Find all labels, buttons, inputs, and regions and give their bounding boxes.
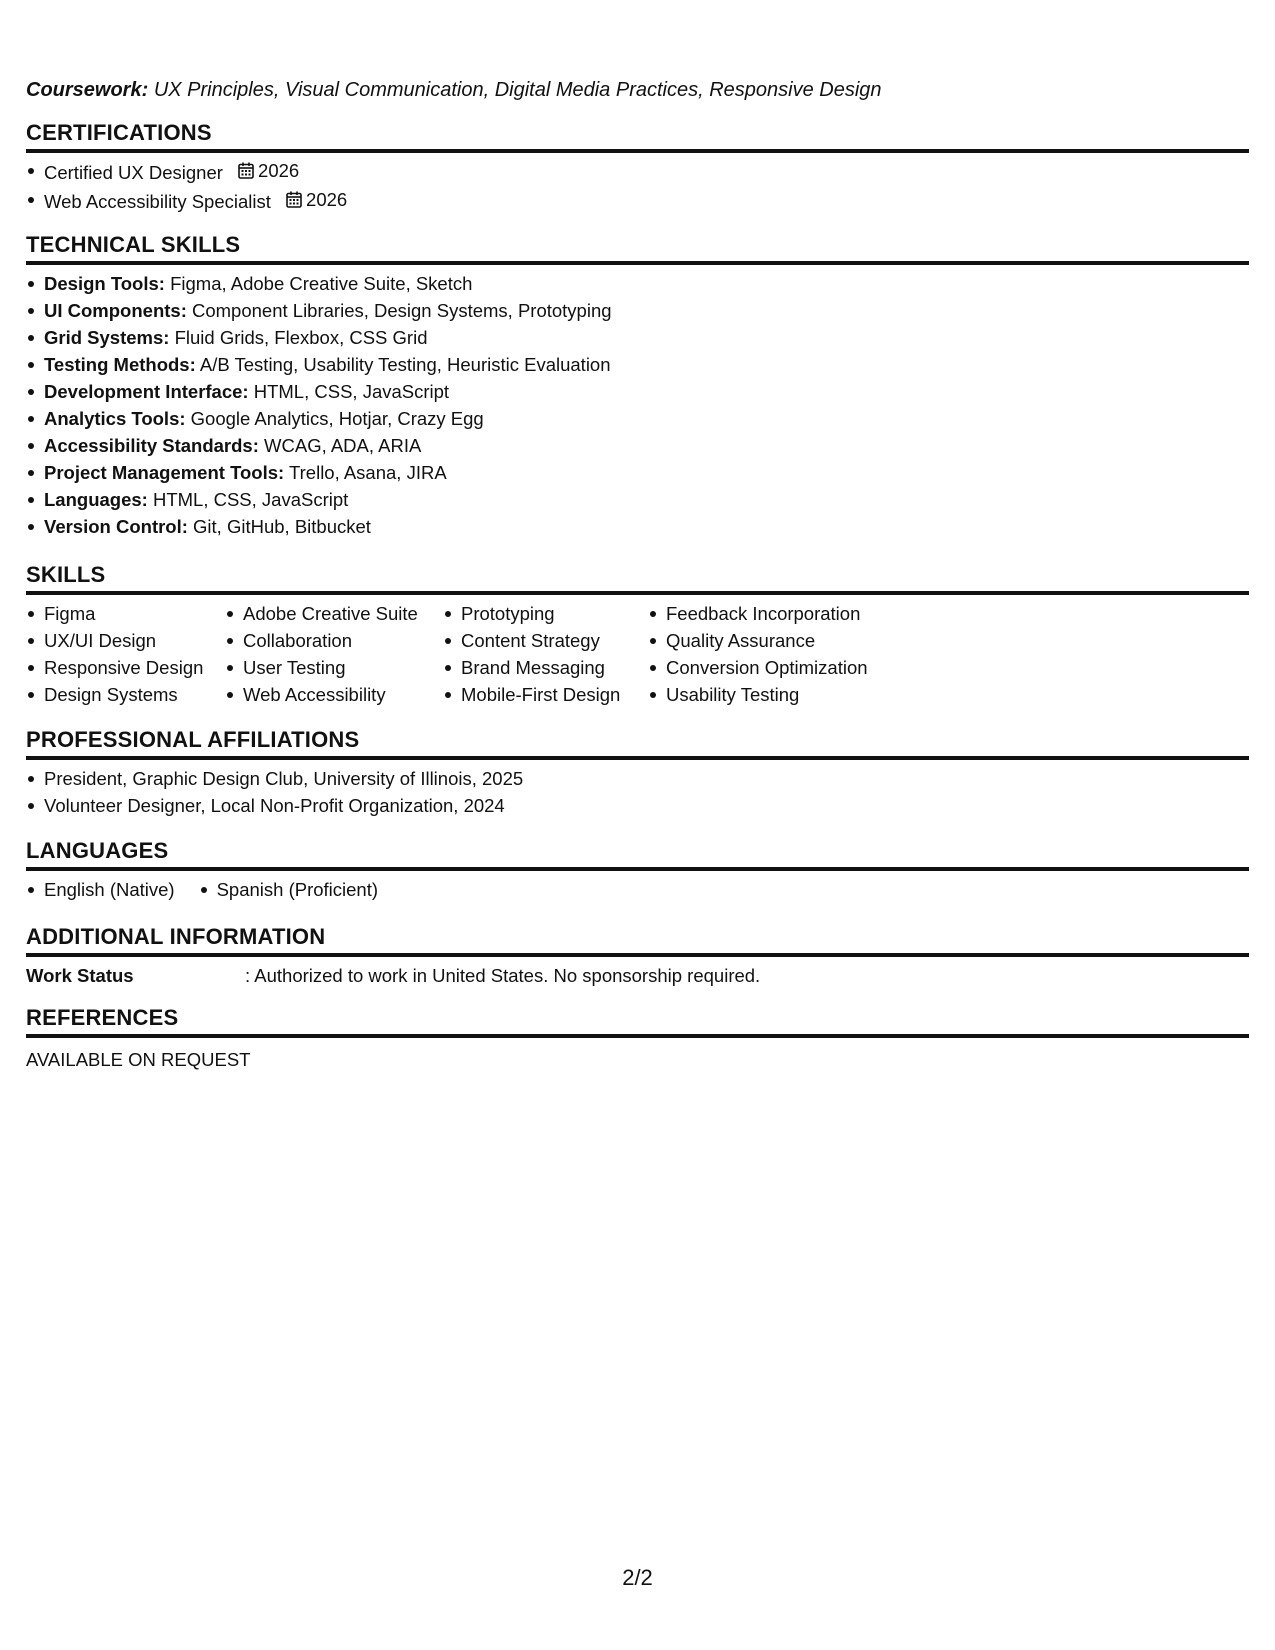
coursework-text: UX Principles, Visual Communication, Digital Media Practices, Responsive Design	[153, 79, 882, 101]
coursework-label: Coursework:	[26, 79, 149, 101]
skills-heading: SKILLS	[26, 562, 1249, 595]
technical-skill-label: Languages:	[44, 489, 148, 510]
skill-item: Design Systems	[44, 681, 225, 708]
language-item: Spanish (Proficient)	[199, 876, 378, 903]
skill-item: Prototyping	[461, 600, 648, 627]
technical-skill-label: Analytics Tools:	[44, 408, 186, 429]
skills-column	[648, 600, 926, 708]
calendar-icon	[286, 191, 302, 208]
skill-item: Content Strategy	[461, 627, 648, 654]
certification-name: Certified UX Designer	[44, 162, 223, 183]
skill-item: Collaboration	[243, 627, 443, 654]
skill-item: Feedback Incorporation	[666, 600, 926, 627]
skills-column	[225, 600, 443, 708]
technical-skills-list	[26, 270, 612, 540]
skill-item: Mobile-First Design	[461, 681, 648, 708]
technical-skill-value: A/B Testing, Usability Testing, Heuristic Evaluation	[199, 354, 611, 375]
technical-skill-item	[44, 459, 612, 486]
coursework-line	[26, 77, 882, 103]
technical-skill-item	[44, 432, 612, 459]
technical-skill-item	[44, 324, 612, 351]
technical-skill-value: Component Libraries, Design Systems, Prototyping	[192, 300, 612, 321]
references-text: AVAILABLE ON REQUEST	[26, 1049, 251, 1070]
certification-item	[44, 186, 347, 215]
technical-skill-item	[44, 351, 612, 378]
affiliations-heading: PROFESSIONAL AFFILIATIONS	[26, 727, 1249, 760]
skill-item: Brand Messaging	[461, 654, 648, 681]
additional-info-heading: ADDITIONAL INFORMATION	[26, 924, 1249, 957]
affiliation-item: Volunteer Designer, Local Non-Profit Organization, 2024	[44, 792, 523, 819]
skills-grid	[26, 600, 926, 708]
technical-skill-value: WCAG, ADA, ARIA	[264, 435, 422, 456]
references-heading: REFERENCES	[26, 1005, 1249, 1038]
affiliations-list	[26, 765, 523, 819]
technical-skill-value: Git, GitHub, Bitbucket	[193, 516, 371, 537]
skills-column	[26, 600, 225, 708]
skill-item: Adobe Creative Suite	[243, 600, 443, 627]
technical-skill-value: Fluid Grids, Flexbox, CSS Grid	[174, 327, 428, 348]
technical-skill-label: Testing Methods:	[44, 354, 196, 375]
technical-skill-value: Figma, Adobe Creative Suite, Sketch	[170, 273, 473, 294]
calendar-icon	[238, 162, 254, 179]
technical-skills-heading: TECHNICAL SKILLS	[26, 232, 1249, 265]
technical-skill-value: HTML, CSS, JavaScript	[253, 381, 450, 402]
skill-item: Conversion Optimization	[666, 654, 926, 681]
work-status-label: Work Status	[26, 965, 134, 986]
technical-skill-item	[44, 513, 612, 540]
language-item: English (Native)	[26, 876, 175, 903]
technical-skill-item	[44, 486, 612, 513]
technical-skill-item	[44, 297, 612, 324]
certifications-heading: CERTIFICATIONS	[26, 120, 1249, 153]
skill-item: Figma	[44, 600, 225, 627]
technical-skill-value: HTML, CSS, JavaScript	[152, 489, 349, 510]
certification-date	[286, 186, 347, 213]
technical-skill-label: Accessibility Standards:	[44, 435, 259, 456]
skill-item: Quality Assurance	[666, 627, 926, 654]
certification-year: 2026	[258, 160, 300, 181]
work-status-value: : Authorized to work in United States. No sponsorship required.	[245, 965, 761, 986]
affiliation-item: President, Graphic Design Club, University of Illinois, 2025	[44, 765, 523, 792]
technical-skill-label: Grid Systems:	[44, 327, 170, 348]
technical-skill-label: Development Interface:	[44, 381, 249, 402]
skill-item: User Testing	[243, 654, 443, 681]
skill-item: Usability Testing	[666, 681, 926, 708]
technical-skill-value: Google Analytics, Hotjar, Crazy Egg	[190, 408, 484, 429]
skill-item: Web Accessibility	[243, 681, 443, 708]
technical-skill-item	[44, 405, 612, 432]
technical-skill-label: Design Tools:	[44, 273, 165, 294]
technical-skill-value: Trello, Asana, JIRA	[289, 462, 447, 483]
languages-list	[26, 876, 402, 903]
technical-skill-item	[44, 270, 612, 297]
certification-item	[44, 157, 347, 186]
skills-column	[443, 600, 648, 708]
technical-skill-label: Project Management Tools:	[44, 462, 285, 483]
skill-item: UX/UI Design	[44, 627, 225, 654]
skill-item: Responsive Design	[44, 654, 225, 681]
languages-heading: LANGUAGES	[26, 838, 1249, 871]
certifications-list	[26, 157, 347, 215]
technical-skill-item	[44, 378, 612, 405]
certification-year: 2026	[306, 189, 348, 210]
certification-date	[238, 157, 299, 184]
technical-skill-label: UI Components:	[44, 300, 187, 321]
certification-name: Web Accessibility Specialist	[44, 191, 271, 212]
technical-skill-label: Version Control:	[44, 516, 188, 537]
page-number: 2/2	[622, 1565, 653, 1590]
